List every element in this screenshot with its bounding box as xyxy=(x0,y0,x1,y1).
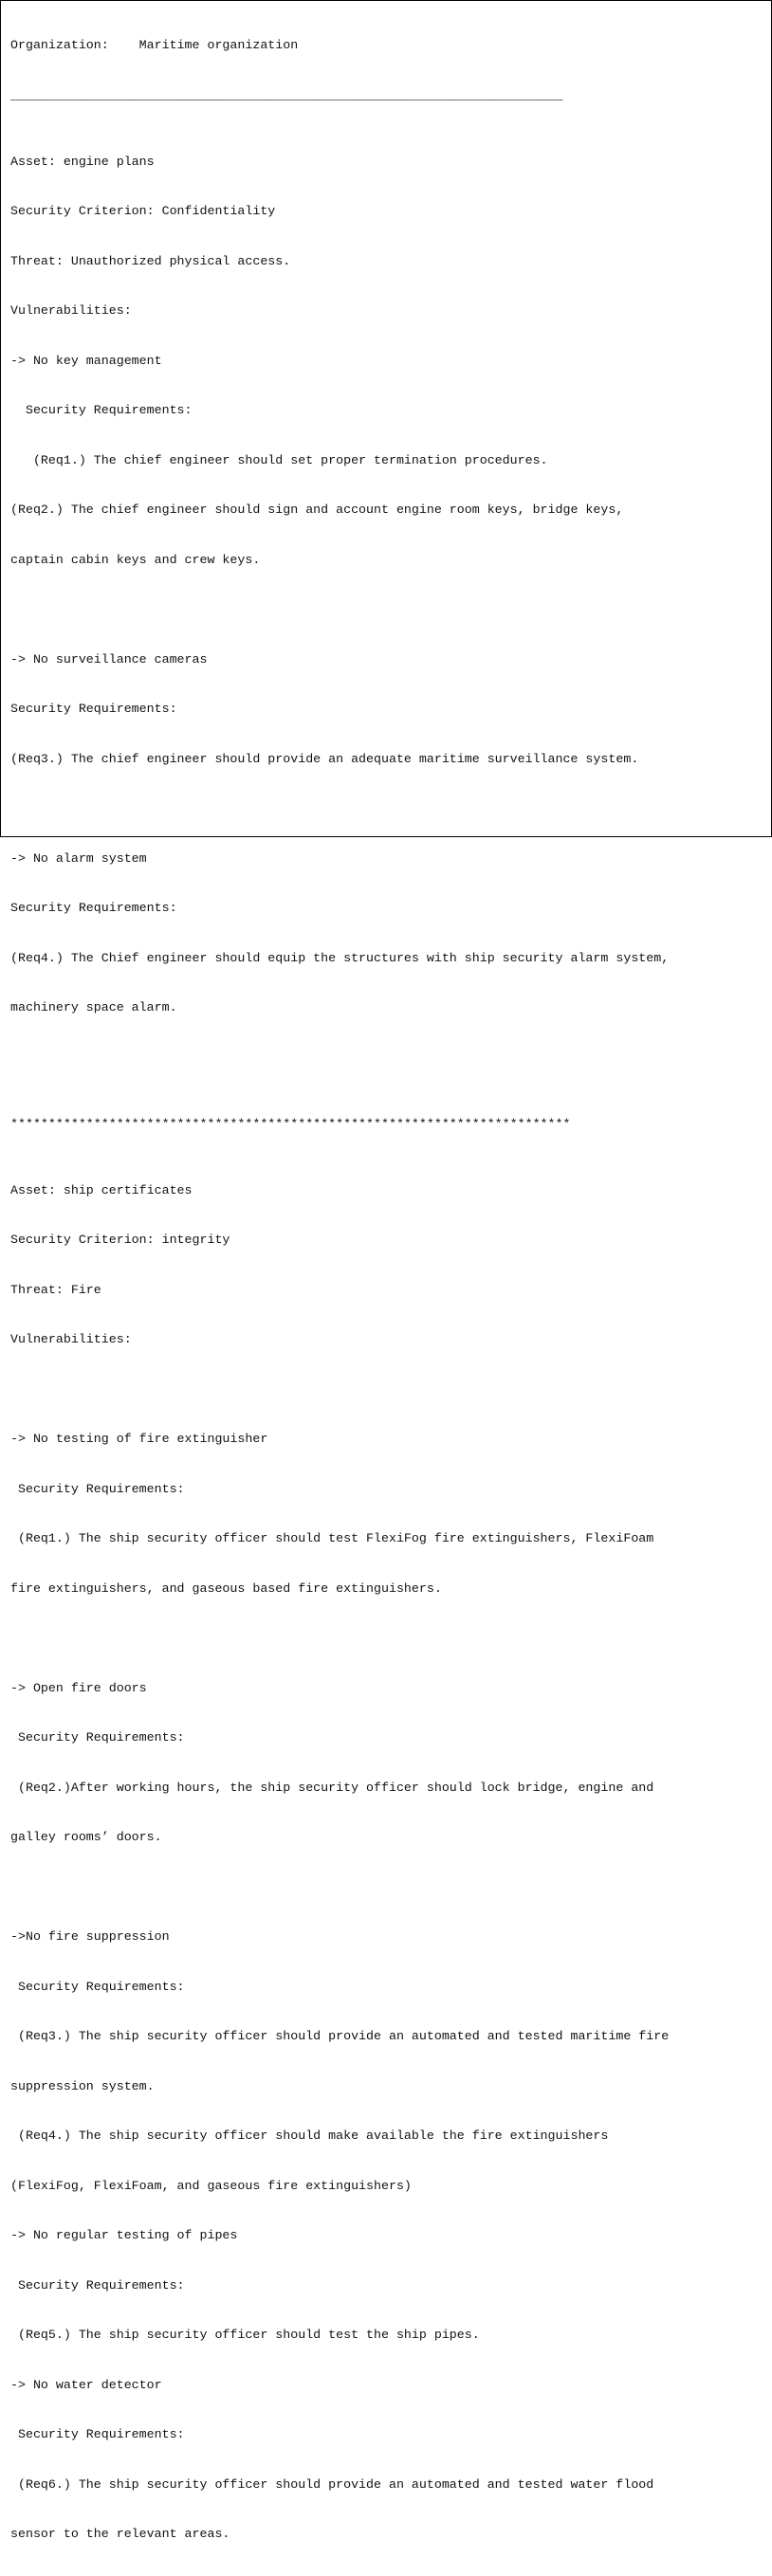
requirement-line: (Req2.) The chief engineer should sign and account engine room keys, bridge keys, xyxy=(10,502,624,517)
requirement-line: suppression system. xyxy=(10,2078,155,2093)
vulnerabilities-label-2: Vulnerabilities: xyxy=(10,1332,132,1346)
requirement-line: (Req2.)After working hours, the ship security officer should lock bridge, engine and xyxy=(10,1780,654,1795)
requirement-line: (Req4.) The Chief engineer should equip the structures with ship security alarm system, xyxy=(10,950,670,965)
vulnerability-key-management: -> No key management xyxy=(10,353,162,368)
vulnerability-water-detector: -> No water detector xyxy=(10,2377,162,2392)
blank-line xyxy=(10,1050,669,1067)
blank-line xyxy=(10,1630,669,1647)
security-requirements-label: Security Requirements: xyxy=(10,1481,185,1496)
blank-line xyxy=(10,601,669,618)
blank-line xyxy=(10,800,669,817)
vulnerability-alarm: -> No alarm system xyxy=(10,850,147,866)
security-criterion-2: Security Criterion: integrity xyxy=(10,1233,230,1247)
requirement-line: fire extinguishers, and gaseous based fire extinguishers. xyxy=(10,1580,442,1596)
security-requirements-label: Security Requirements: xyxy=(10,2277,185,2293)
organization-line xyxy=(10,37,669,54)
asset-2: Asset: ship certificates xyxy=(10,1182,193,1197)
requirement-line: machinery space alarm. xyxy=(10,1000,177,1014)
header-rule: _________________________________________________________________________ xyxy=(10,87,563,102)
organization-value: Maritime organization xyxy=(138,38,299,52)
threat-2: Threat: Fire xyxy=(10,1282,101,1297)
threat-1: Threat: Unauthorized physical access. xyxy=(10,253,291,268)
requirements-document xyxy=(10,4,669,2576)
requirement-line: captain cabin keys and crew keys. xyxy=(10,552,261,567)
vulnerability-pipes: -> No regular testing of pipes xyxy=(10,2228,238,2242)
security-requirements-label: Security Requirements: xyxy=(10,403,193,417)
security-requirements-label: Security Requirements: xyxy=(10,1730,185,1745)
requirement-line: (Req3.) The chief engineer should provide an adequate maritime surveillance system. xyxy=(10,751,639,766)
requirement-line: galley rooms’ doors. xyxy=(10,1830,162,1844)
blank-line xyxy=(10,1381,669,1398)
requirement-line: (FlexiFog, FlexiFoam, and gaseous fire extinguishers) xyxy=(10,2178,412,2193)
vulnerability-fire-extinguisher: -> No testing of fire extinguisher xyxy=(10,1432,268,1446)
security-requirements-label: Security Requirements: xyxy=(10,702,177,716)
security-requirements-label: Security Requirements: xyxy=(10,901,177,915)
separator-line: ************************************************************************** xyxy=(10,1116,571,1131)
requirement-line: (Req5.) The ship security officer should test the ship pipes. xyxy=(10,2328,480,2342)
requirement-line: sensor to the relevant areas. xyxy=(10,2527,230,2541)
vulnerability-fire-suppression: ->No fire suppression xyxy=(10,1929,170,1944)
security-requirements-label: Security Requirements: xyxy=(10,1979,185,1994)
vulnerabilities-label-1: Vulnerabilities: xyxy=(10,303,132,318)
asset-1: Asset: engine plans xyxy=(10,154,155,169)
requirement-line: (Req6.) The ship security officer should provide an automated and tested water flood xyxy=(10,2476,654,2492)
vulnerability-fire-doors: -> Open fire doors xyxy=(10,1680,147,1695)
security-requirements-label: Security Requirements: xyxy=(10,2427,185,2441)
organization-label: Organization: xyxy=(10,38,109,52)
blank-line xyxy=(10,1879,669,1896)
requirement-line: (Req3.) The ship security officer should provide an automated and tested maritime fire xyxy=(10,2029,670,2043)
requirement-line: (Req1.) The chief engineer should set proper termination procedures. xyxy=(10,452,548,467)
security-criterion-1: Security Criterion: Confidentiality xyxy=(10,204,276,218)
vulnerability-surveillance: -> No surveillance cameras xyxy=(10,651,208,667)
requirement-line: (Req4.) The ship security officer should make available the fire extinguishers xyxy=(10,2128,609,2143)
requirement-line: (Req1.) The ship security officer should test FlexiFog fire extinguishers, FlexiFoam xyxy=(10,1531,654,1545)
